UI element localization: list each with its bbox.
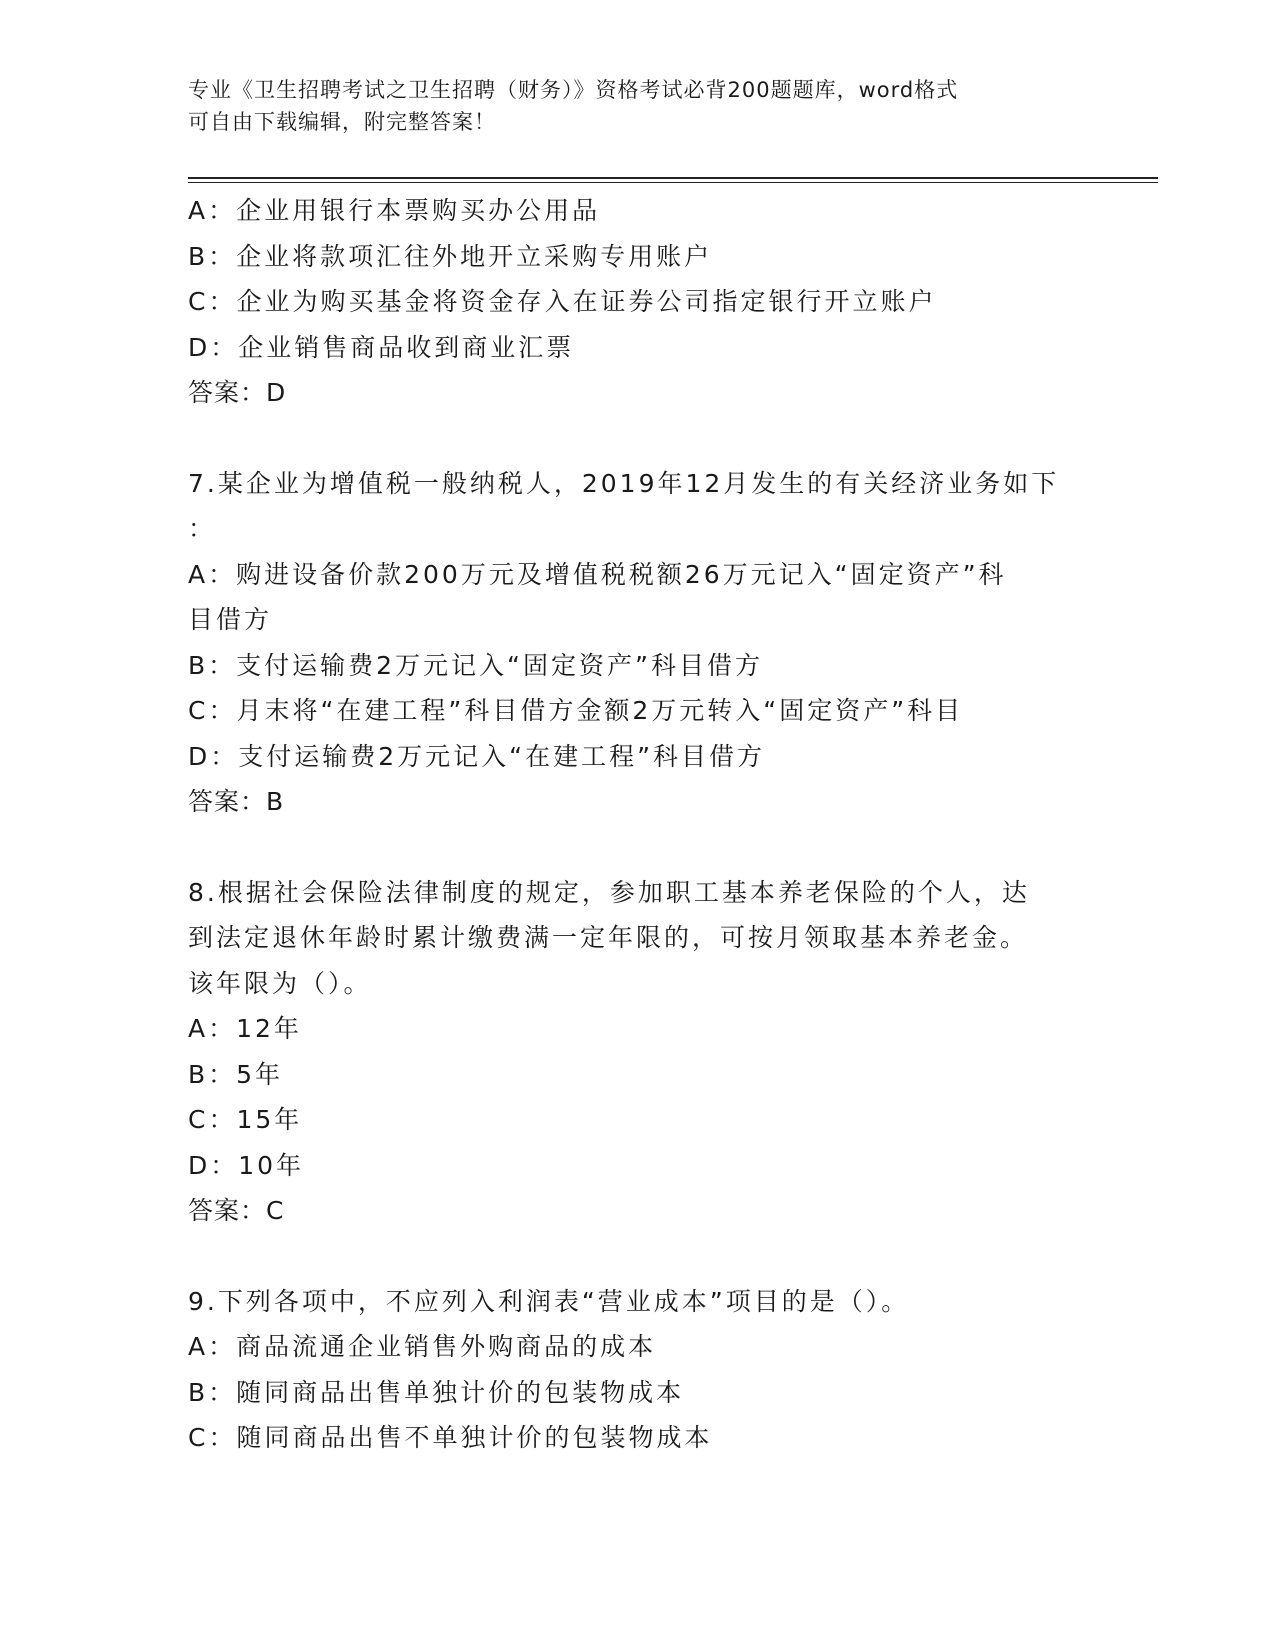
header-divider-thin (188, 182, 1158, 183)
option-b: B：5年 (188, 1059, 284, 1089)
question-7 (188, 461, 1088, 825)
question-stem: 7.某企业为增值税一般纳税人，2019年12月发生的有关经济业务如下 (188, 468, 1060, 498)
question-list (188, 188, 1088, 1461)
option-b: B：支付运输费2万元记入“固定资产”科目借方 (188, 650, 763, 680)
option-b: B：随同商品出售单独计价的包装物成本 (188, 1377, 685, 1407)
option-d: D：支付运输费2万元记入“在建工程”科目借方 (188, 741, 766, 771)
option-c: C：15年 (188, 1105, 303, 1134)
question-stem-cont-2: 该年限为（）。 (188, 968, 372, 998)
question-9 (188, 1279, 1088, 1461)
option-c: C：随同商品出售不单独计价的包装物成本 (188, 1423, 713, 1452)
question-stem: 9.下列各项中，不应列入利润表“营业成本”项目的是（）。 (188, 1286, 910, 1316)
question-stem-cont: 到法定退休年龄时累计缴费满一定年限的，可按月领取基本养老金。 (188, 923, 1029, 952)
document-header (188, 74, 1068, 138)
header-line-2: 可自由下载编辑，附完整答案！ (188, 110, 496, 134)
option-a: A：商品流通企业销售外购商品的成本 (188, 1332, 657, 1361)
option-a-cont: 目借方 (188, 605, 273, 634)
header-divider (188, 177, 1158, 179)
question-6 (188, 188, 1088, 416)
option-a: A：企业用银行本票购买办公用品 (188, 196, 601, 225)
option-c: C：企业为购买基金将资金存入在证券公司指定银行开立账户 (188, 287, 937, 316)
option-c: C：月末将“在建工程”科目借方金额2万元转入“固定资产”科目 (188, 696, 964, 725)
answer: 答案：C (188, 1196, 285, 1225)
option-b: B：企业将款项汇往外地开立采购专用账户 (188, 241, 713, 271)
header-line-1: 专业《卫生招聘考试之卫生招聘（财务）》资格考试必背200题题库，word格式 (188, 78, 959, 102)
option-d: D：10年 (188, 1150, 305, 1180)
question-stem-cont: ： (188, 514, 217, 543)
option-d: D：企业销售商品收到商业汇票 (188, 332, 575, 362)
answer: 答案：B (188, 787, 285, 816)
question-stem: 8.根据社会保险法律制度的规定，参加职工基本养老保险的个人，达 (188, 877, 1030, 907)
question-8 (188, 870, 1088, 1234)
option-a: A：12年 (188, 1014, 302, 1043)
answer: 答案：D (188, 378, 287, 407)
option-a: A：购进设备价款200万元及增值税税额26万元记入“固定资产”科 (188, 559, 1007, 589)
